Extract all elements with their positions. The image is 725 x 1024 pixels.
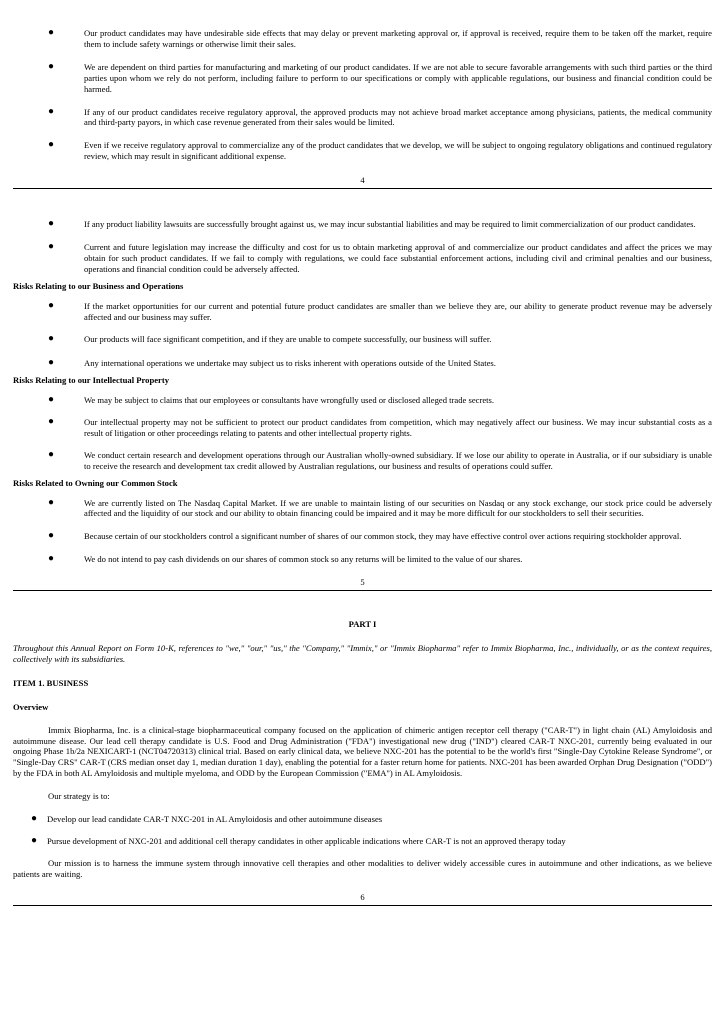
- strategy-list: [0, 814, 725, 847]
- overview-title: Overview: [13, 701, 49, 712]
- page-number: 6: [360, 891, 365, 902]
- bullet-icon: ●: [31, 813, 38, 825]
- bullet-icon: ●: [48, 357, 55, 369]
- list-item: ● Even if we receive regulatory approval to commercialize any of the product candidates that we develop, we will be subject to ongoing regulatory obligations and continued regulatory review, which may result in significant additional expense.: [48, 139, 712, 162]
- section-heading: Risks Related to Owning our Common Stock: [13, 477, 178, 488]
- bullet-icon: ●: [48, 416, 55, 428]
- list-item: ● Our intellectual property may not be sufficient to protect our product candidates from competition, which may negatively affect our business. We may incur substantial costs as a result of litigation or other proceedings relating to patents and other intellectual property rights.: [48, 416, 712, 438]
- section-heading: Risks Relating to our Intellectual Property: [13, 375, 170, 386]
- list-item: ● Because certain of our stockholders control a significant number of shares of our common stock, they may have effective control over actions requiring stockholder approval.: [48, 530, 682, 542]
- mission-paragraph: Our mission is to harness the immune system through innovative cell therapies and other modalities to deliver widely accessible cures in autoimmune and other indications, as we believe patients are waiting.: [13, 857, 712, 879]
- list-item: ● We may be subject to claims that our employees or consultants have wrongfully used or disclosed alleged trade secrets.: [48, 394, 495, 406]
- bullet-icon: ●: [48, 394, 55, 406]
- strategy-intro: Our strategy is to:: [48, 791, 110, 802]
- list-item: ● We are currently listed on The Nasdaq Capital Market. If we are unable to maintain listing of our securities on Nasdaq or any stock exchange, our stock price could be adversely affected and the liquidity of our stock and our ability to obtain financing could be impaired and it may be more difficult for our stockholders to sell their securities.: [48, 496, 712, 519]
- bullet-icon: ●: [48, 105, 55, 117]
- bullet-icon: ●: [48, 553, 55, 565]
- page-number: 4: [360, 175, 365, 186]
- page-divider: [13, 905, 712, 906]
- bullet-icon: ●: [48, 27, 55, 38]
- bullet-icon: ●: [48, 448, 55, 460]
- bullet-icon: ●: [48, 218, 55, 230]
- bullet-icon: ●: [48, 60, 55, 72]
- page4-bullet-list: [0, 28, 725, 162]
- list-item: ● Current and future legislation may increase the difficulty and cost for us to obtain marketing approval of and commercialize our product candidates and affect the prices we may obtain for such product candidates. If we fail to comply with regulations, we could face substantial enforcement actions, including civil and criminal penalties and our business, operations and financial condition could be adversely affected.: [48, 240, 712, 274]
- overview-paragraph: Immix Biopharma, Inc. is a clinical-stage biopharmaceutical company focused on the application of chimeric antigen receptor cell therapy ("CAR-T") in light chain (AL) Amyloidosis and autoimmune disease. Our lead cell therapy candidate is U.S. Food and Drug Administration ("FDA") investigational new drug ("IND") cleared CAR-T NXC-201, currently being evaluated in our ongoing Phase 1b/2a NEXICART-1 (NCT04720313) clinical trial. Based on early clinical data, we believe NXC-201 has the potential to be the world's first "Single-Day Cytokine Release Syndrome", or "Single-Day CRS" CAR-T (CRS median onset day 1, median duration 1 day), enabling the potential for a faster return home for patients. NXC-201 has been awarded Orphan Drug Designation ("ODD") by the FDA in both AL Amyloidosis and multiple myeloma, and ODD by the European Commission ("EMA") in AL Amyloidosis.: [13, 724, 712, 779]
- business-risk-list: [0, 301, 725, 370]
- part-title: PART I: [348, 619, 377, 630]
- bullet-icon: ●: [48, 299, 55, 311]
- bullet-icon: ●: [48, 240, 55, 252]
- list-item: ● If the market opportunities for our current and potential future product candidates are smaller than we believe they are, our ability to generate product revenue may be adversely affected and our business may suffer.: [48, 299, 712, 322]
- list-item: ● Our products will face significant competition, and if they are unable to compete successfully, our business will suffer.: [48, 333, 492, 345]
- list-item: ● We are dependent on third parties for manufacturing and marketing of our product candidates. If we are not able to secure favorable arrangements with such third parties or the third parties upon whom we rely do not perform, including failure to perform to our specifications or comply with applicable regulations, our business and financial condition could be harmed.: [48, 60, 712, 94]
- list-item: ● We conduct certain research and development operations through our Australian wholly-owned subsidiary. If we lose our ability to operate in Australia, or if our subsidiary is unable to receive the research and development tax credit allowed by Australian regulations, our business and results of operations could suffer.: [48, 448, 712, 471]
- list-item: ● If any of our product candidates receive regulatory approval, the approved products may not achieve broad market acceptance among physicians, patients, the medical community and third-party payors, in which case revenue generated from their sales would be limited.: [48, 105, 712, 128]
- intro-paragraph: Throughout this Annual Report on Form 10-K, references to "we," "our," "us," the "Company," "Immix," or "Immix Biopharma" refer to Immix Biopharma, Inc., individually, or as the context requires, collectively with its subsidiaries.: [13, 643, 712, 664]
- list-item: ● Pursue development of NXC-201 and additional cell therapy candidates in other applicable indications where CAR-T is not an approved therapy today: [31, 834, 566, 846]
- bullet-icon: ●: [31, 834, 38, 846]
- bullet-icon: ●: [48, 496, 55, 508]
- stock-risk-list: [0, 498, 725, 566]
- list-item: ● Our product candidates may have undesirable side effects that may delay or prevent marketing approval or, if approval is received, require them to be taken off the market, require them to include safety warnings or otherwise limit their sales.: [48, 27, 712, 49]
- list-item: ● Any international operations we undertake may subject us to risks inherent with operations outside of the United States.: [48, 357, 496, 369]
- page-number: 5: [360, 577, 365, 588]
- bullet-icon: ●: [48, 139, 55, 151]
- page5-top-bullet-list: [0, 219, 725, 275]
- bullet-icon: ●: [48, 333, 55, 345]
- list-item: ● If any product liability lawsuits are successfully brought against us, we may incur substantial liabilities and may be required to limit commercialization of our product candidates.: [48, 218, 696, 230]
- list-item: ● We do not intend to pay cash dividends on our shares of common stock so any returns will be limited to the value of our shares.: [48, 553, 523, 565]
- section-heading: Risks Relating to our Business and Operations: [13, 280, 184, 291]
- list-item: ● Develop our lead candidate CAR-T NXC-201 in AL Amyloidosis and other autoimmune diseases: [31, 813, 383, 825]
- page-divider: [13, 590, 712, 591]
- bullet-icon: ●: [48, 530, 55, 542]
- ip-risk-list: [0, 395, 725, 472]
- item-title: ITEM 1. BUSINESS: [13, 677, 89, 688]
